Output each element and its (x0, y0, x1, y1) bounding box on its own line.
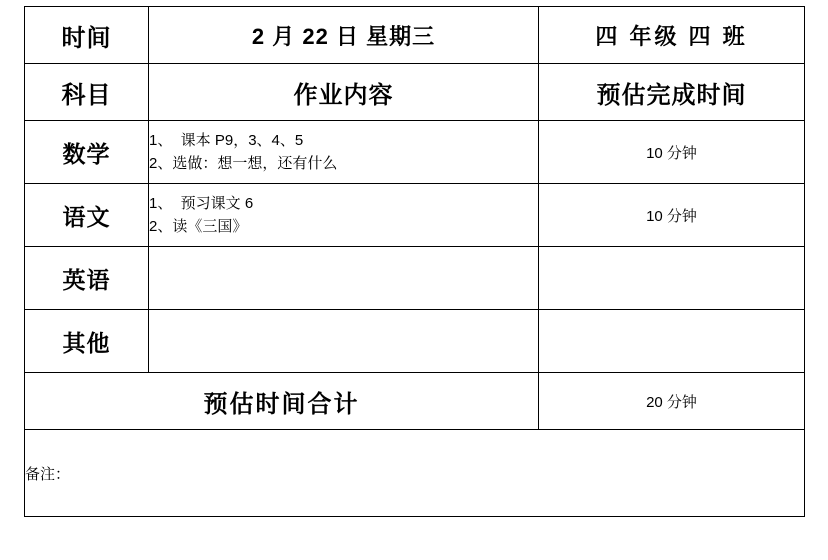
table-row (25, 184, 805, 247)
table-row (25, 247, 805, 310)
content-line: 1、 预习课文 6 (149, 194, 254, 212)
time-cell-english (539, 247, 805, 310)
remark-label: 备注： (25, 465, 71, 483)
class-cell: 四 年级 四 班 (539, 7, 805, 64)
table-row-header-date (25, 7, 805, 64)
subject-cell-english: 英语 (25, 247, 149, 310)
time-label-cell: 时间 (25, 7, 149, 64)
table-row (25, 310, 805, 373)
content-cell-math (149, 121, 539, 184)
column-header-estimated-time: 预估完成时间 (539, 64, 805, 121)
total-label-cell: 预估时间合计 (25, 373, 539, 430)
table-row-remark (25, 430, 805, 517)
content-cell-english (149, 247, 539, 310)
table-row-column-headers (25, 64, 805, 121)
time-cell-other (539, 310, 805, 373)
content-cell-chinese (149, 184, 539, 247)
column-header-subject: 科目 (25, 64, 149, 121)
subject-cell-other: 其他 (25, 310, 149, 373)
column-header-content: 作业内容 (149, 64, 539, 121)
content-cell-other (149, 310, 539, 373)
homework-table (24, 6, 805, 517)
total-value-cell: 20 分钟 (539, 373, 805, 430)
date-cell: 2 月 22 日 星期三 (149, 7, 539, 64)
time-cell-math: 10 分钟 (539, 121, 805, 184)
content-line: 2、读《三国》 (149, 218, 248, 235)
content-line: 2、选做：想一想，还有什么 (149, 155, 338, 172)
remark-cell (25, 430, 805, 517)
table-row-total (25, 373, 805, 430)
content-line: 1、 课本 P9，3、4、5 (149, 131, 304, 149)
subject-cell-chinese: 语文 (25, 184, 149, 247)
time-cell-chinese: 10 分钟 (539, 184, 805, 247)
subject-cell-math: 数学 (25, 121, 149, 184)
table-row (25, 121, 805, 184)
